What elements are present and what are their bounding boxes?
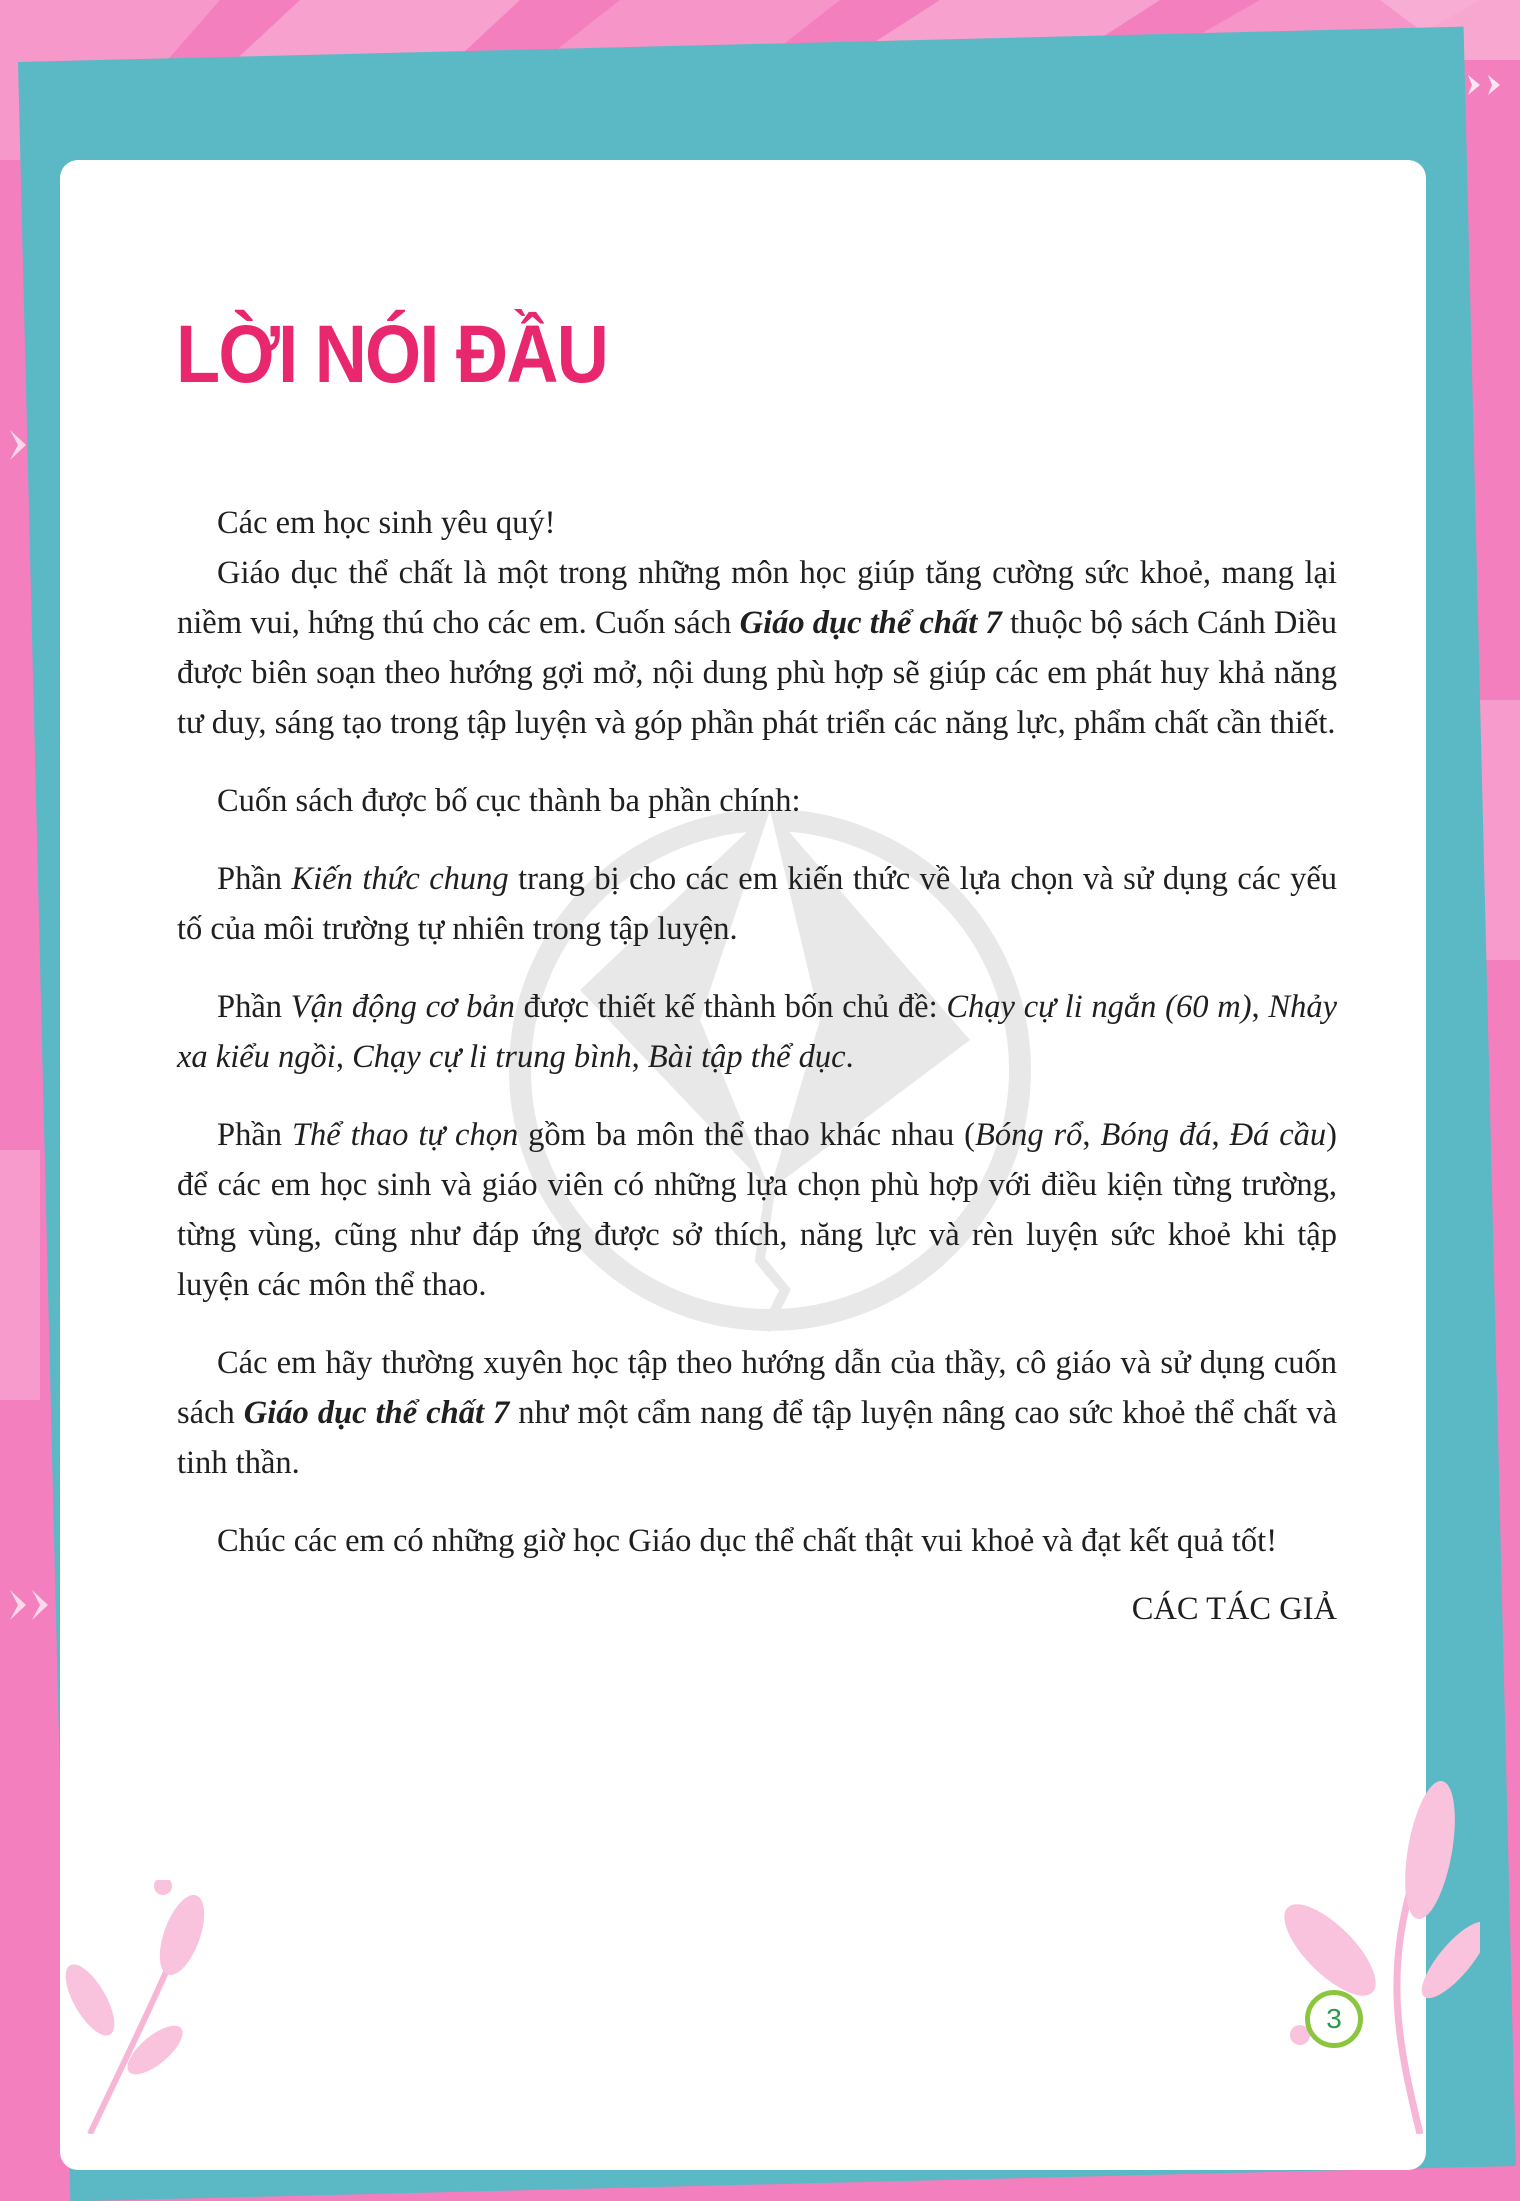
- sport-1: Bóng rổ: [974, 1117, 1083, 1153]
- part-2-lead: Phần: [217, 989, 291, 1025]
- paragraph-advice: [177, 1338, 1337, 1488]
- part-2-name: Vận động cơ bản: [290, 989, 515, 1025]
- topic-4: Bài tập thể dục: [647, 1039, 846, 1075]
- topic-1: Chạy cự li ngắn (60 m): [946, 989, 1252, 1025]
- preface-body: [177, 498, 1337, 1634]
- floral-decoration-left: [60, 1880, 240, 2134]
- topic-separator-2: ,: [335, 1039, 353, 1075]
- page-title: LỜI NÓI ĐẦU: [176, 309, 608, 400]
- paragraph-structure: Cuốn sách được bố cục thành ba phần chính:: [217, 783, 801, 819]
- topic-3: Chạy cự li trung bình: [352, 1039, 632, 1075]
- topic-end: .: [845, 1039, 854, 1075]
- sport-2: Bóng đá: [1100, 1117, 1212, 1153]
- paragraph-wishes: Chúc các em có những giờ học Giáo dục thể chất thật vui khoẻ và đạt kết quả tốt!: [217, 1523, 1278, 1559]
- paragraph-intro: [177, 548, 1337, 748]
- part-3-text: gồm ba môn thể thao khác nhau (: [518, 1117, 975, 1153]
- part-1-text: trang bị cho các em kiến thức về lựa chọn và sử dụng các yếu tố của môi trường tự nhiên trong tập luyện.: [177, 861, 1338, 947]
- advice-text-2: như một cẩm nang để tập luyện nâng cao sức khoẻ thể chất và tinh thần.: [177, 1395, 1338, 1481]
- paragraph-intro-text-1: Giáo dục thể chất là một trong những môn học giúp tăng cường sức khoẻ, mang lại niềm vui, hứng thú cho các em. Cuốn sách: [177, 555, 1337, 641]
- sport-separator-1: ,: [1082, 1117, 1101, 1153]
- paragraph-intro-text-2: thuộc bộ sách Cánh Diều được biên soạn theo hướng gợi mở, nội dung phù hợp sẽ giúp các em phát huy khả năng tư duy, sáng tạo trong tập luyện và góp phần phát triển các năng lực, phẩm chất cần thiết.: [177, 605, 1337, 741]
- page-number: 3: [1305, 1990, 1363, 2048]
- sport-separator-2: ,: [1211, 1117, 1230, 1153]
- book-title-2: Giáo dục thể chất 7: [243, 1395, 510, 1431]
- floral-decoration-right: [1270, 1770, 1480, 2134]
- book-title: Giáo dục thể chất 7: [739, 605, 1002, 641]
- part-2-text: được thiết kế thành bốn chủ đề:: [514, 989, 947, 1025]
- part-1-lead: Phần: [217, 861, 292, 897]
- part-3-text-end: ) để các em học sinh và giáo viên có những lựa chọn phù hợp với điều kiện từng trường, từng vùng, cũng như đáp ứng được sở thích, năng lực và rèn luyện sức khoẻ khi tập luyện các môn thể thao.: [177, 1117, 1337, 1303]
- signature: CÁC TÁC GIẢ: [1131, 1591, 1337, 1627]
- greeting: Các em học sinh yêu quý!: [217, 505, 556, 541]
- part-3-name: Thể thao tự chọn: [291, 1117, 519, 1153]
- topic-separator-3: ,: [631, 1039, 648, 1075]
- topic-separator-1: ,: [1251, 989, 1269, 1025]
- advice-text-1: Các em hãy thường xuyên học tập theo hướng dẫn của thầy, cô giáo và sử dụng cuốn sách: [177, 1345, 1337, 1431]
- paragraph-part-3: [177, 1110, 1337, 1310]
- part-3-lead: Phần: [217, 1117, 292, 1153]
- sport-3: Đá cầu: [1229, 1117, 1327, 1153]
- paragraph-part-2: [177, 982, 1337, 1082]
- part-1-name: Kiến thức chung: [291, 861, 509, 897]
- topic-2: Nhảy xa kiểu ngồi: [177, 989, 1338, 1075]
- paragraph-part-1: [177, 854, 1337, 954]
